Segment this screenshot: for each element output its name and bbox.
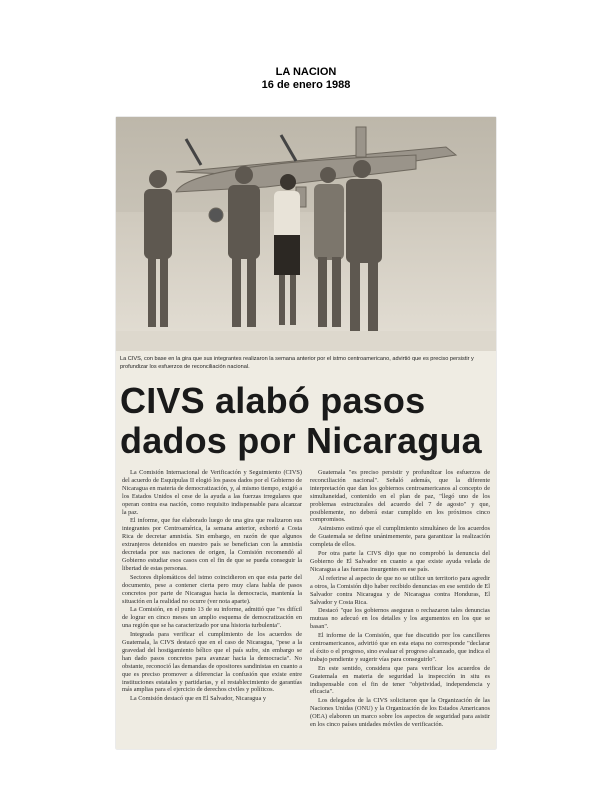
paragraph: Integrada para verificar el cumplimiento de los acuerdos de Guatemala, la CIVS destacó que en el caso de Nicaragua, "pese a la gravedad del hostigamiento bélico que el país sufre, sin embargo se han dado pasos concretos para avanzar hacia la democracia". No obstante, reconoció las demandas de opositores sandinistas en cuanto a que es preciso promover a diferenciar la confusión que existe entre instituciones estatales y partidarias, y el restablecimiento de garantías más amplias para el ejercicio de derechos civiles y políticos.: [122, 631, 302, 694]
newspaper-clipping: [116, 117, 496, 749]
article-body: [122, 469, 490, 745]
headline-line-1: CIVS alabó pasos: [120, 380, 426, 421]
paragraph: La Comisión, en el punto 13 de su informe, admitió que "es difícil de lograr en cinco meses un amplio esquema de democratización en una región que se ha caracterizado por una historia turbulenta".: [122, 606, 302, 630]
paragraph: El informe de la Comisión, que fue discutido por los cancilleres centroamericanos, advirtió que en esta etapa no corresponde "declarar el éxito o el progreso, sino evaluar el progreso alcanzado, que indica el trabajo pendiente y sugerir vías para conseguirlo".: [310, 632, 490, 663]
paragraph: Al referirse al aspecto de que no se utilice un territorio para agredir a otros, la Comisión dijo haber recibido denuncias en ese sentido de El Salvador contra Nicaragua y de Nicaragua contra Honduras, El Salvador y Costa Rica.: [310, 574, 490, 606]
paragraph: Los delegados de la CIVS solicitaron que la Organización de las Naciones Unidas (ONU) y la Organización de los Estados Americanos (OEA) elaboren un marco sobre los aspectos de seguridad para asistir en los cinco países unidades móviles de verificación.: [310, 697, 490, 729]
paragraph: La Comisión Internacional de Verificación y Seguimiento (CIVS) del acuerdo de Esquipulas II elogió los pasos dados por el Gobierno de Nicaragua en materia de democratización, y, al mismo tiempo, exigió a los Estados Unidos el cese de la ayuda a las fuerzas irregulares que operan contra esa nación, como requisito indispensable para alcanzar la paz.: [122, 469, 302, 516]
paragraph: En este sentido, considera que para verificar los acuerdos de Guatemala en materia de seguridad la inspección in situ es indispensable con el fin de tener "objetividad, independencia y eficacia".: [310, 664, 490, 696]
paragraph: El informe, que fue elaborado luego de una gira que realizaron sus integrantes por Centroamérica, la semana anterior, exhortó a Costa Rica de decretar amnistía. Sin embargo, en razón de que algunos extranjeros detenidos en nuestro país se benefician con la amnistía decretada por sus naciones de origen, la Comisión recomendó al Gobierno estudiar esos casos con el fin de que se pueda conseguir la libertad de estas personas.: [122, 517, 302, 572]
news-photo: [116, 117, 496, 351]
paragraph: Guatemala "es preciso persistir y profundizar los esfuerzos de reconciliación nacional". Señaló además, que la diferente interpretación que dan los gobiernos centroamericanos al concepto de simultaneidad, contenido en el plan de paz, "llegó uno de los problemas estructurales del acuerdo del 7 de agosto" y que, posiblemente, no deberá estar cumplido en los próximos cinco compromisos.: [310, 469, 490, 524]
paragraph: Sectores diplomáticos del istmo coincidieron en que esta parte del documento, pese a contener cierta pero muy clara habla de pasos concretos por parte de Nicaragua hacia la democracia, mantenía la situación en la realidad no ocurre (ver nota aparte).: [122, 573, 302, 605]
article-column-2: [310, 469, 490, 745]
airplane-photo-illustration: [116, 117, 496, 351]
photo-caption: La CIVS, con base en la gira que sus integrantes realizaron la semana anterior por el istmo centroamericano, advirtió que es preciso persistir y profundizar los esfuerzos de reconciliación nacional.: [120, 356, 474, 370]
page-header: [0, 66, 612, 92]
paragraph: Asimismo estimó que el cumplimiento simultáneo de los acuerdos de Guatemala se define unánimemente, para garantizar la realización completa de ellos.: [310, 525, 490, 549]
newspaper-name: LA NACION: [275, 66, 337, 78]
headline-line-2: dados por Nicaragua: [120, 420, 482, 461]
publication-date: 16 de enero 1988: [261, 79, 351, 91]
article-column-1: [122, 469, 302, 745]
article-headline: [120, 381, 496, 461]
paragraph: Por otra parte la CIVS dijo que no comprobó la denuncia del Gobierno de El Salvador en cuanto a que existe ayuda velada de Nicaragua a las fuerzas insurgentes en ese país.: [310, 550, 490, 573]
paragraph: La Comisión destacó que en El Salvador, Nicaragua y: [130, 695, 266, 703]
paragraph: Destacó "que los gobiernos aseguran o rechazaron tales denuncias mutuas no adecuó en los detalles y los argumentos en los que se basan".: [310, 607, 490, 631]
